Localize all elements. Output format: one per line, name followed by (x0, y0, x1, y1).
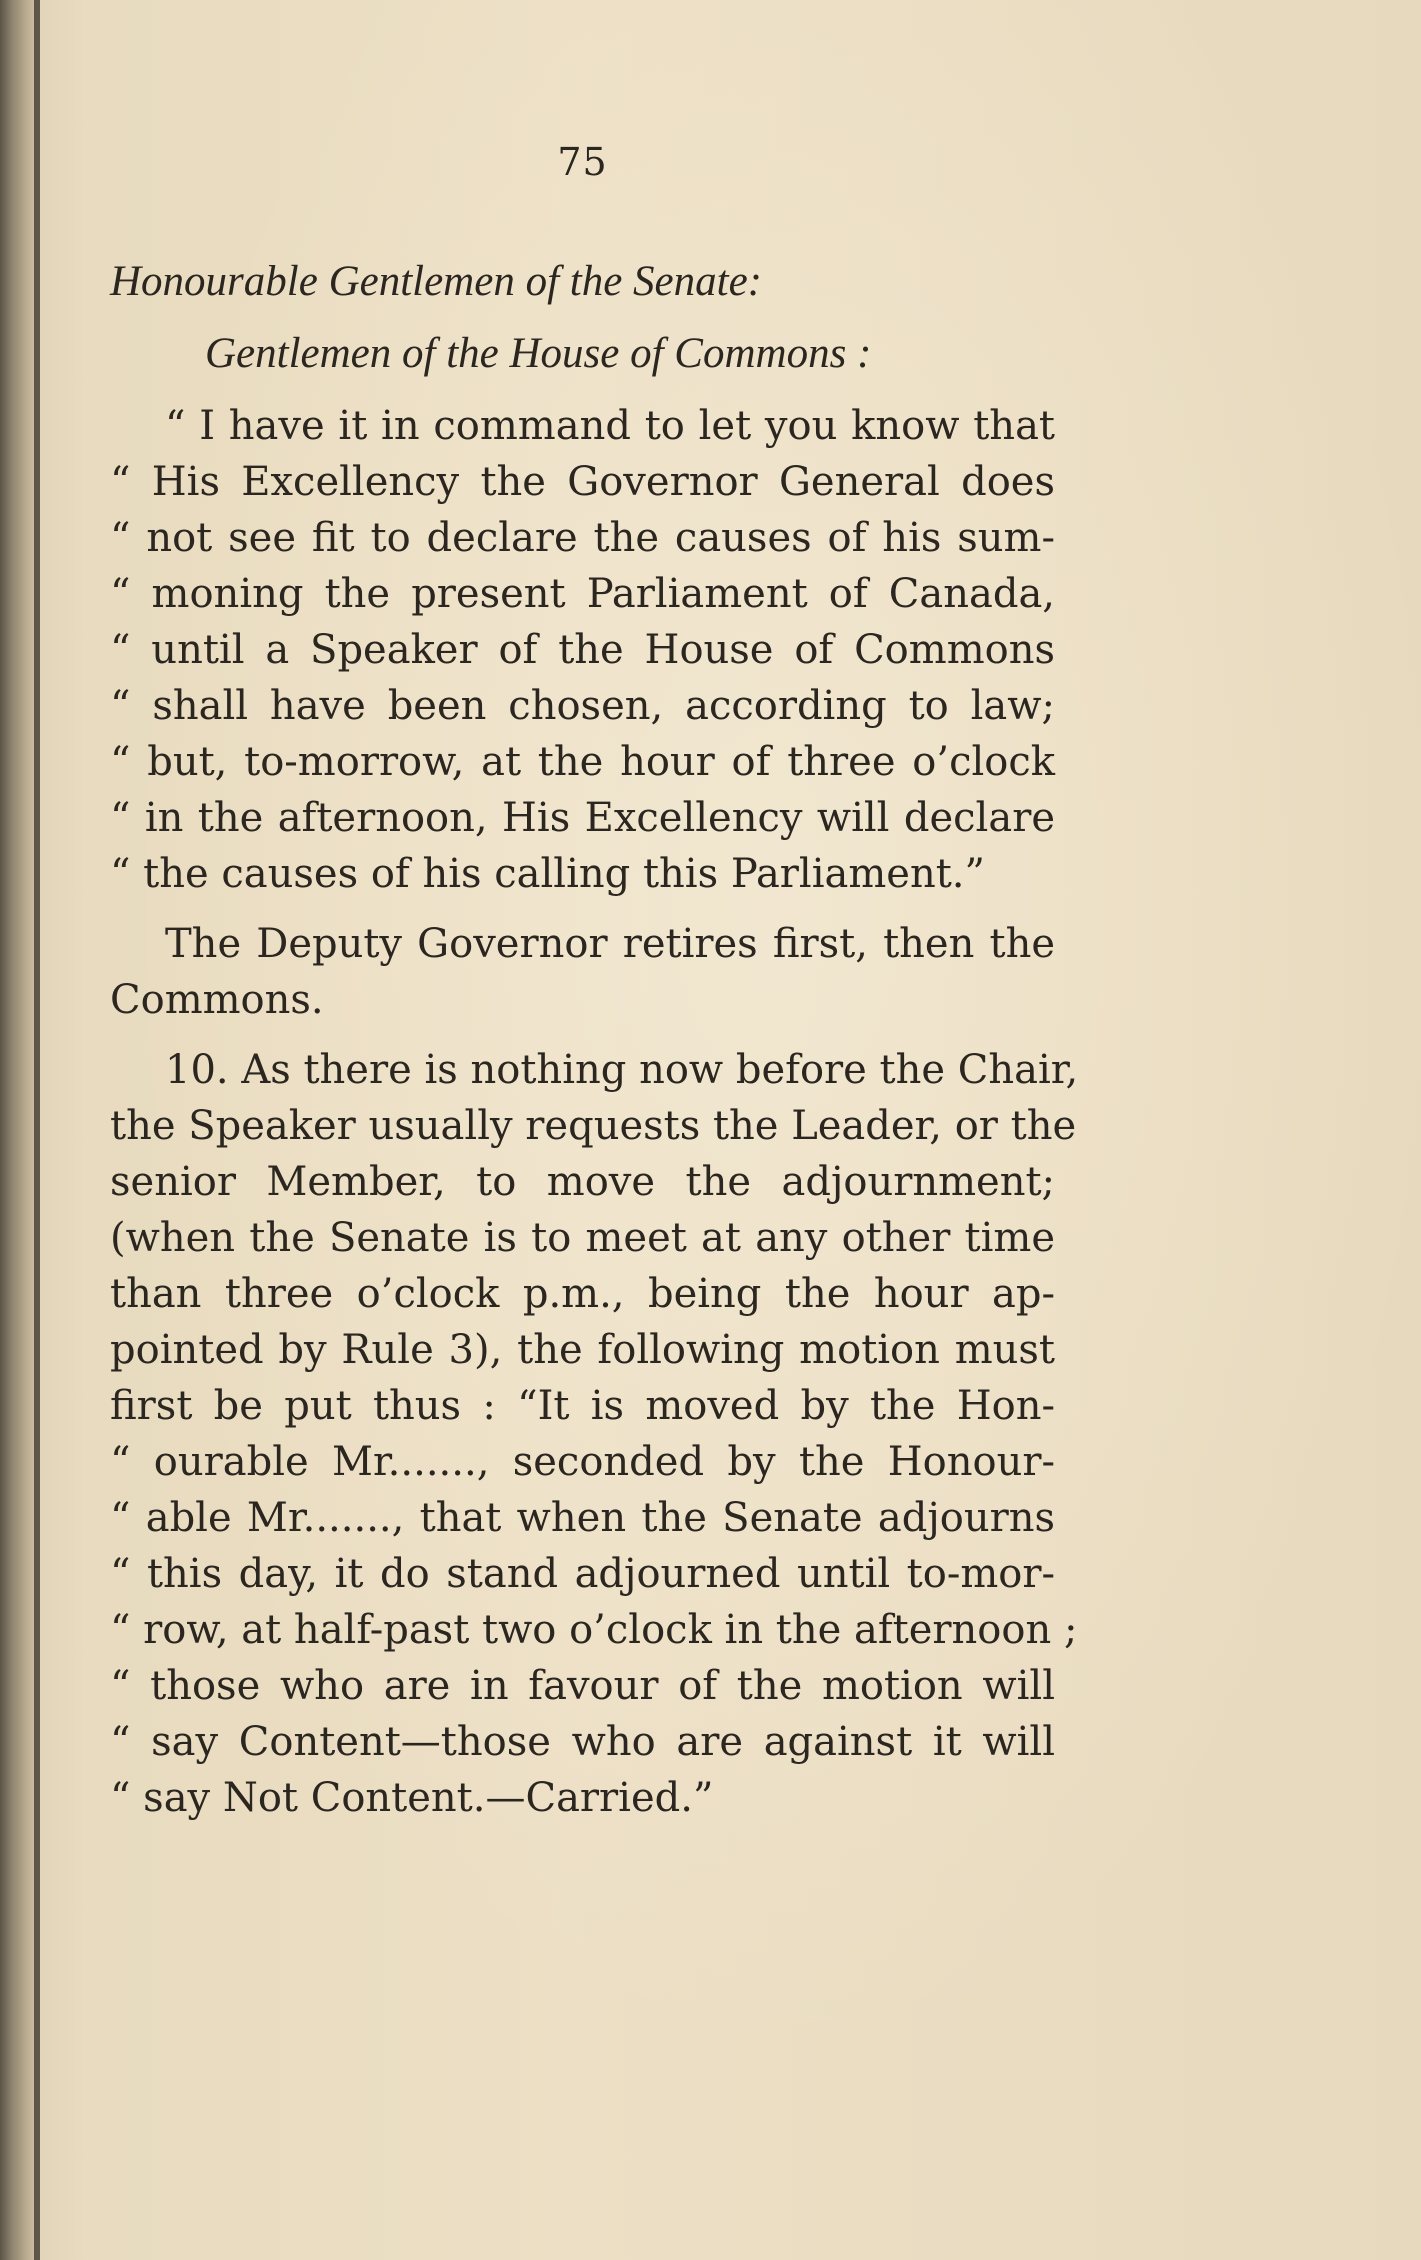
text-line: “ moning the present Parliament of Canada, (110, 571, 1055, 617)
page-number: 75 (557, 140, 608, 184)
text-line: “ say Not Content.—Carried.” (110, 1775, 714, 1821)
salutation-commons: Gentlemen of the House of Commons : (205, 330, 872, 377)
text-line: “ the causes of his calling this Parliament.” (110, 851, 985, 897)
salutation-senate: Honourable Gentlemen of the Senate: (110, 258, 762, 305)
text-line: “ say Content—those who are against it will (110, 1719, 1055, 1765)
text-line: pointed by Rule 3), the following motion must (110, 1327, 1055, 1373)
text-line: “ this day, it do stand adjourned until to-mor- (110, 1551, 1055, 1597)
text-line: the Speaker usually requests the Leader, or the (110, 1103, 1077, 1149)
text-line: (when the Senate is to meet at any other time (110, 1215, 1055, 1261)
text-line: “ but, to-morrow, at the hour of three o’clock (110, 739, 1055, 785)
text-line: The Deputy Governor retires first, then the (165, 921, 1055, 967)
text-line: “ ourable Mr......., seconded by the Honour- (110, 1439, 1055, 1485)
text-line: “ able Mr......., that when the Senate adjourns (110, 1495, 1055, 1541)
text-line: “ until a Speaker of the House of Commons (110, 627, 1055, 673)
text-line: Commons. (110, 977, 324, 1023)
text-line: “ I have it in command to let you know that (165, 403, 1055, 449)
text-line: “ shall have been chosen, according to law; (110, 683, 1055, 729)
text-line: senior Member, to move the adjournment; (110, 1159, 1055, 1205)
text-line: “ in the afternoon, His Excellency will declare (110, 795, 1055, 841)
speaker-quote-paragraph (110, 398, 1055, 902)
text-line: “ those who are in favour of the motion will (110, 1663, 1055, 1709)
text-line: “ His Excellency the Governor General does (110, 459, 1055, 505)
text-line: “ not see fit to declare the causes of his sum- (110, 515, 1055, 561)
retire-paragraph (110, 916, 1055, 1028)
paragraph-10 (110, 1042, 1079, 1826)
page-text (110, 140, 1079, 1826)
text-line: 10. As there is nothing now before the Chair, (165, 1047, 1079, 1093)
text-line: than three o’clock p.m., being the hour ap- (110, 1271, 1055, 1317)
text-line: “ row, at half-past two o’clock in the afternoon ; (110, 1607, 1078, 1653)
text-line: first be put thus : “It is moved by the Hon- (110, 1383, 1055, 1429)
binding-edge (34, 0, 40, 2260)
